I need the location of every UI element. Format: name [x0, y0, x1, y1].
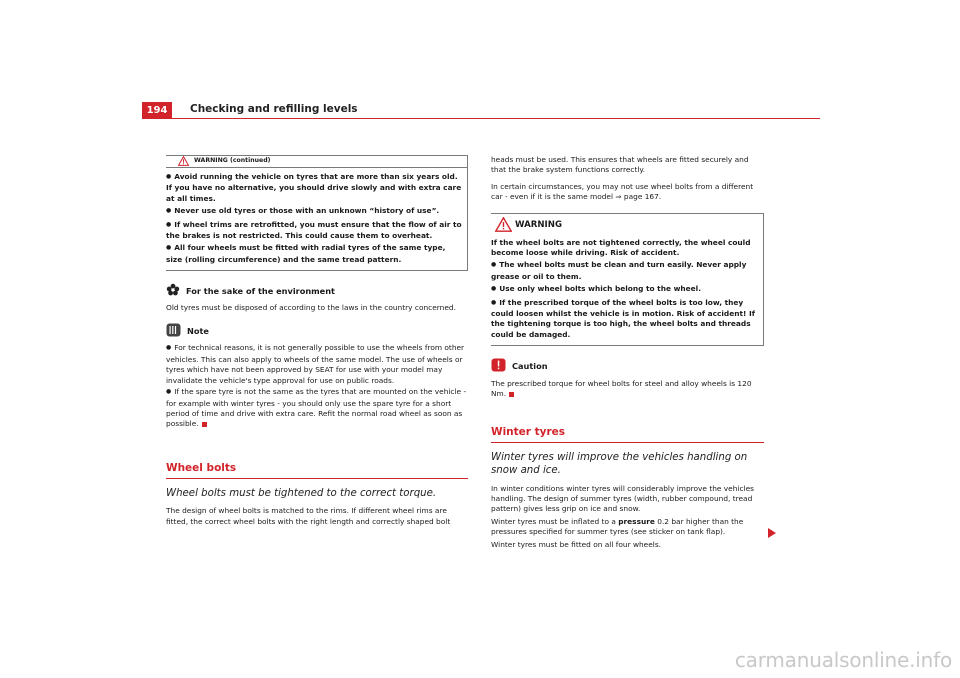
left-column: [166, 155, 468, 529]
warning-item: ● Avoid running the vehicle on tyres that are more than six years old. If you have no alternative, you should drive slowly and with extra care at all times.: [166, 172, 463, 204]
environment-title: For the sake of the environment: [186, 285, 335, 296]
warning-continued-title: WARNING (continued): [194, 156, 271, 164]
warning-item: ● Use only wheel bolts which belong to the wheel.: [491, 284, 761, 295]
note-title: Note: [187, 326, 209, 337]
warning-intro: If the wheel bolts are not tightened correctly, the wheel could become loose while driving. Risk of accident.: [491, 237, 751, 258]
wheel-bolts-subheading: Wheel bolts must be tightened to the correct torque.: [166, 487, 437, 499]
warning-item: ● All four wheels must be fitted with radial tyres of the same type, size (rolling circumference) and the same tread pattern.: [166, 243, 463, 265]
warning-title: WARNING: [515, 220, 562, 231]
caution-title: Caution: [512, 361, 548, 372]
wheel-bolts-circumstances: In certain circumstances, you may not use wheel bolts from a different car - even if it is the same model ⇒ page 167.: [491, 181, 754, 202]
note-item: [166, 387, 468, 430]
next-page-arrow-icon: [768, 528, 776, 538]
warning-item: ● If the prescribed torque of the wheel bolts is too low, they could loosen whilst the vehicle is in motion. Risk of accident! If the tightening torque is too high, the wheel bolts and threads could be damaged.: [491, 298, 761, 341]
environment-flower-icon: [166, 283, 180, 298]
watermark: carmanualsonline.info: [734, 648, 952, 672]
note-icon: [166, 323, 181, 339]
wheel-bolts-continuation: heads must be used. This ensures that wheels are fitted securely and that the brake system functions correctly.: [491, 155, 749, 175]
caution-text: [491, 379, 764, 400]
caution-icon: [491, 358, 506, 374]
warning-item: ● Never use old tyres or those with an unknown “history of use”.: [166, 206, 463, 217]
warning-header: [491, 216, 761, 236]
note-item-text: If the spare tyre is not the same as the tyres that are mounted on the vehicle - for example with winter tyres - you should only use the spare tyre for a short period of time and drive with extra care. Refit the normal road wheel as soon as possible.: [166, 387, 467, 429]
wheel-bolts-heading: Wheel bolts: [166, 462, 468, 479]
winter-tyres-subheading: Winter tyres will improve the vehicles handling on snow and ice.: [491, 451, 748, 476]
environment-heading: [166, 283, 468, 298]
wheel-bolts-text: The design of wheel bolts is matched to the rims. If different wheel rims are fitted, the correct wheel bolts with the right length and correctly shaped bolt: [166, 506, 451, 526]
caution-text-body: The prescribed torque for wheel bolts for steel and alloy wheels is 120 Nm.: [491, 378, 752, 399]
page-number: 194: [142, 102, 172, 119]
winter-tyres-para3: Winter tyres must be fitted on all four wheels.: [491, 539, 662, 549]
note-item: ● For technical reasons, it is not generally possible to use the wheels from other vehicles. This can also apply to wheels of the same model. The use of wheels or tyres which have not been approved by SEAT for use with your model may invalidate the vehicle's type approval for use on public roads.: [166, 343, 468, 386]
warning-item: ● If wheel trims are retrofitted, you must ensure that the flow of air to the brakes is not restricted. This could cause them to overheat.: [166, 220, 463, 242]
winter-tyres-para1: In winter conditions winter tyres will considerably improve the vehicles handling. The design of summer tyres (width, rubber compound, tread pattern) gives less grip on ice and snow.: [491, 483, 754, 514]
warning-continued-box: [166, 155, 468, 271]
section-end-marker: [509, 392, 514, 397]
warning-continued-header: [166, 155, 467, 168]
winter-tyres-heading: Winter tyres: [491, 426, 764, 443]
warning-triangle-icon: [495, 217, 512, 235]
note-heading: [166, 323, 468, 339]
environment-text: Old tyres must be disposed of according to the laws in the country concerned.: [166, 302, 456, 312]
winter-tyres-para2-after: 0.2 bar higher than the pressures specified for summer tyres (see sticker on tank flap).: [491, 516, 744, 537]
section-end-marker: [202, 422, 207, 427]
caution-heading: [491, 358, 764, 374]
warning-triangle-icon: [178, 156, 189, 170]
chapter-title: Checking and refilling levels: [190, 103, 358, 115]
winter-tyres-para2-before: Winter tyres must be inflated to a: [491, 516, 619, 526]
winter-tyres-para2: [491, 517, 764, 538]
warning-box: [491, 213, 764, 347]
header-rule: [172, 118, 820, 119]
right-column: [491, 155, 764, 552]
winter-tyres-pressure-term: pressure: [618, 516, 655, 526]
warning-item: ● The wheel bolts must be clean and turn easily. Never apply grease or oil to them.: [491, 260, 761, 282]
